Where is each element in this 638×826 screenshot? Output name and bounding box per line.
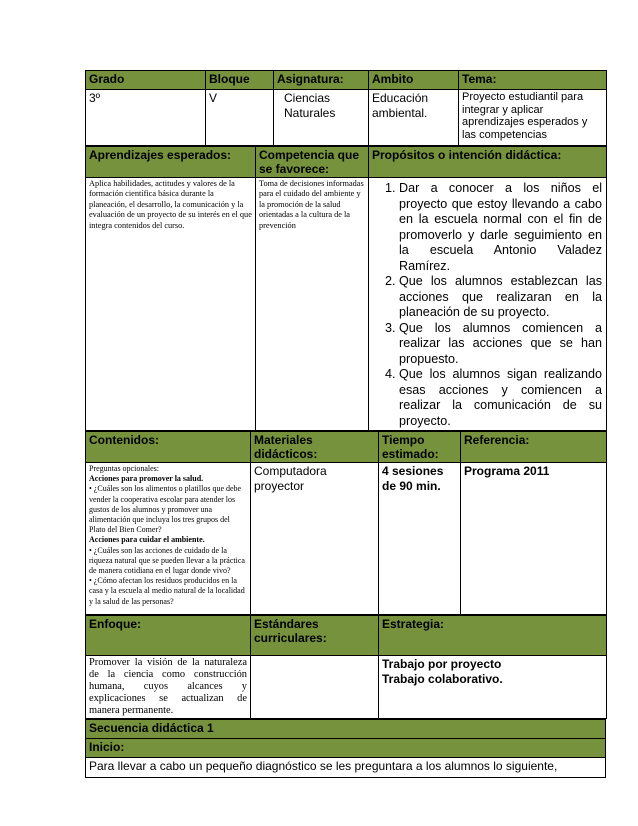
competencia-header: Competencia que se favorece:: [256, 147, 369, 178]
estrategia-line-1: Trabajo por proyecto: [382, 657, 502, 671]
grado-value: 3º: [86, 90, 206, 146]
header-row-2: [86, 147, 607, 178]
aprendizajes-text: Aplica habilidades, actitudes y valores de la formación científica básica durante la planeación, el desarrollo, la comunicación y la evaluación de un proyecto de su interés en el que integra contenidos del curso.: [86, 178, 256, 431]
estrategia-line-2: Trabajo colaborativo.: [382, 671, 503, 686]
ambito-value: [369, 90, 459, 146]
inicio-text-row: [86, 758, 606, 778]
tema-header: Tema:: [459, 71, 607, 90]
estandares-header: Estándares curriculares:: [251, 616, 379, 656]
asignatura-line-1: Ciencias: [284, 91, 331, 105]
materiales-cell: [251, 463, 379, 615]
propositos-header: Propósitos o intención didáctica:: [369, 147, 607, 178]
aprendizajes-header: Aprendizajes esperados:: [86, 147, 256, 178]
contenidos-table: [85, 431, 607, 615]
contenidos-header: Contenidos:: [86, 432, 251, 463]
referencia-value: Programa 2011: [461, 463, 607, 615]
ambito-header: Ambito: [369, 71, 459, 90]
propositos-cell: [369, 178, 607, 431]
estrategia-header: Estrategia:: [379, 616, 607, 656]
grado-header: Grado: [86, 71, 206, 90]
asignatura-header: Asignatura:: [274, 71, 369, 90]
contenidos-intro: Preguntas opcionales:: [89, 464, 159, 473]
ambito-line-2: ambiental.: [372, 105, 428, 120]
contenidos-item: • ¿Cuáles son las acciones de cuidado de la riqueza natural que se pueden llevar a la práctica de manera cotidiana en el lugar donde vivo?: [89, 545, 245, 576]
asignatura-line-2: Naturales: [284, 105, 336, 120]
inicio-row: [86, 739, 606, 758]
estandares-value: [251, 656, 379, 719]
values-row-2: [86, 178, 607, 431]
enfoque-text: Promover la visión de la naturaleza de la ciencia como construcción humana, cuyos alcances y explicaciones se actualizan de manera permanente.: [86, 656, 251, 719]
tiempo-line-1: 4 sesiones: [382, 464, 444, 478]
lesson-plan: [85, 70, 606, 778]
bloque-value: V: [206, 90, 274, 146]
proposito-item: 3. Que los alumnos comiencen a realizar las acciones que se han propuesto.: [399, 321, 602, 368]
materiales-line-1: Computadora: [254, 464, 327, 478]
inicio-header: Inicio:: [86, 739, 606, 758]
enfoque-header: Enfoque:: [86, 616, 251, 656]
header-row-3: [86, 432, 607, 463]
values-row-4: [86, 656, 607, 719]
contenidos-item: • ¿Cuáles son los alimentos o platillos que debe vender la cooperativa escolar para atender los gustos de los alumnos y promover una alimentación que incluya los tres grupos del Plato del Bien Comer?: [89, 484, 242, 535]
secuencia-title: Secuencia didáctica 1: [86, 720, 606, 739]
estrategia-cell: [379, 656, 607, 719]
bloque-header: Bloque: [206, 71, 274, 90]
contenidos-item: • ¿Cómo afectan los residuos producidos en la casa y la escuela al medio natural de la localidad y la salud de las personas?: [89, 576, 245, 606]
secuencia-row: [86, 720, 606, 739]
header-row-4: [86, 616, 607, 656]
enfoque-table: [85, 615, 607, 719]
referencia-header: Referencia:: [461, 432, 607, 463]
contenidos-heading-salud: Acciones para promover la salud.: [89, 474, 204, 484]
proposito-item: 4. Que los alumnos sigan realizando esas acciones y comiencen a realizar la comunicación de su proyecto.: [399, 367, 602, 429]
contenidos-heading-ambiente: Acciones para cuidar el ambiente.: [89, 535, 205, 545]
header-row-1: [86, 71, 607, 90]
proposito-item: 1. Dar a conocer a los niños el proyecto que estoy llevando a cabo en la escuela normal con el fin de promoverlo y darle seguimiento en la escuela Antonio Valadez Ramírez.: [399, 181, 602, 274]
aprendizajes-table: [85, 146, 607, 431]
inicio-text: Para llevar a cabo un pequeño diagnóstico se les preguntara a los alumnos lo siguiente,: [86, 758, 606, 778]
lesson-plan-table: [85, 70, 607, 146]
values-row-1: [86, 90, 607, 146]
materiales-line-2: proyector: [254, 478, 305, 493]
secuencia-table: [85, 719, 606, 778]
propositos-list: [372, 181, 602, 429]
proposito-item: 2. Que los alumnos establezcan las acciones que realizaran en la planeación de su proyecto.: [399, 274, 602, 321]
competencia-text: Toma de decisiones informadas para el cuidado del ambiente y la promoción de la salud orientadas a la cultura de la prevención: [256, 178, 369, 431]
materiales-header: Materiales didácticos:: [251, 432, 379, 463]
tema-value: Proyecto estudiantil para integrar y aplicar aprendizajes esperados y las competencias: [459, 90, 607, 146]
contenidos-cell: [86, 463, 251, 615]
tiempo-header: Tiempo estimado:: [379, 432, 461, 463]
asignatura-value: [274, 90, 369, 146]
tiempo-line-2: de 90 min.: [382, 478, 441, 493]
tiempo-cell: [379, 463, 461, 615]
values-row-3: [86, 463, 607, 615]
ambito-line-1: Educación: [372, 91, 429, 105]
